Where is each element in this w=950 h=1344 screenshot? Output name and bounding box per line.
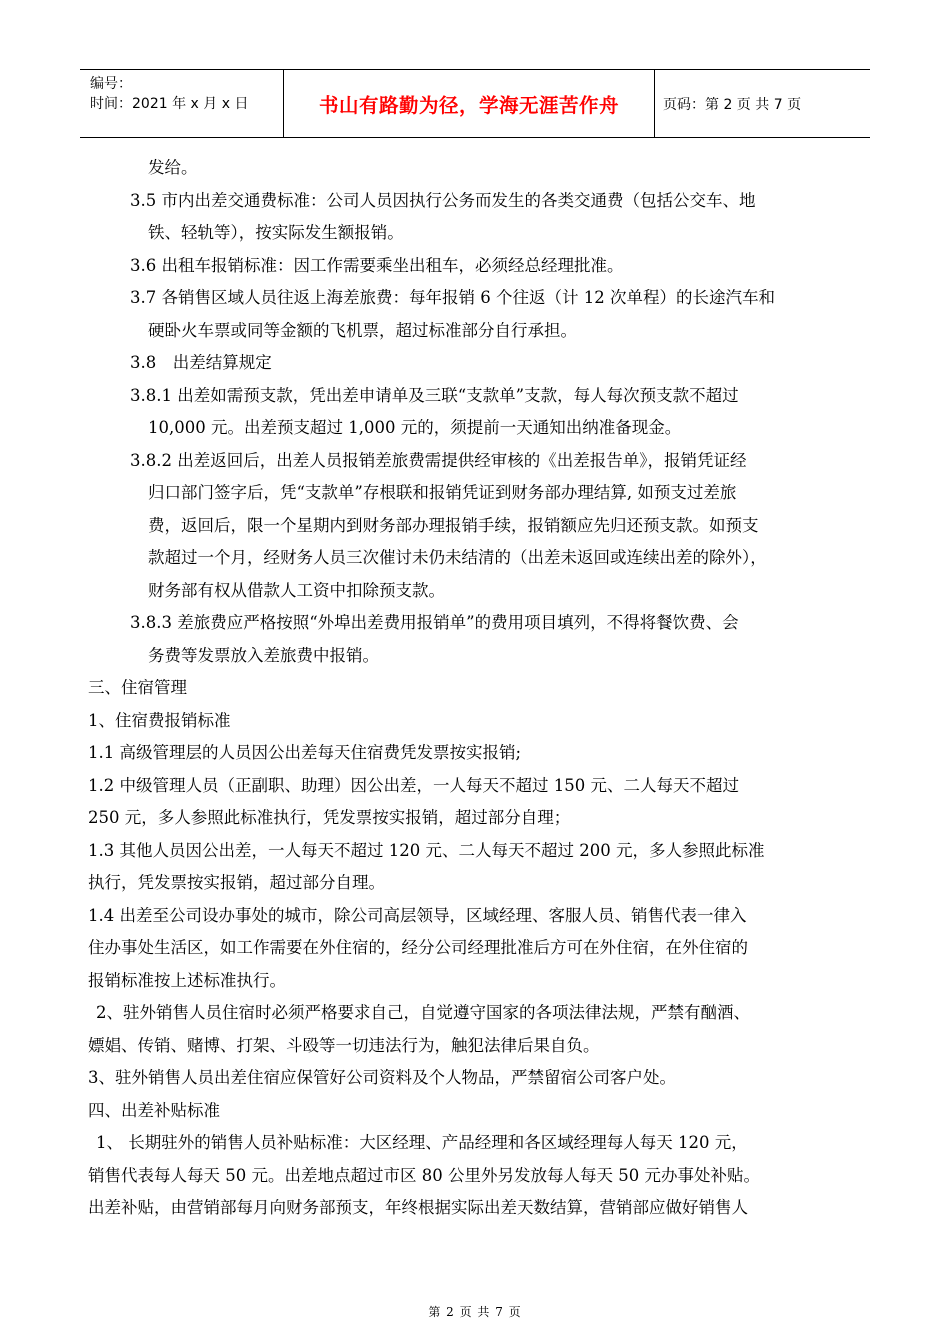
page-footer: 第 2 页 共 7 页 (428, 1305, 522, 1319)
text-line: 款超过一个月，经财务人员三次催讨未仍未结清的（出差未返回或连续出差的除外）， (148, 548, 767, 567)
text-line: 铁、轻轨等），按实际发生额报销。 (148, 223, 404, 242)
text-line: 3.7 各销售区域人员往返上海差旅费：每年报销 6 个往返（计 12 次单程）的长途汽车和 (130, 288, 775, 307)
text-line: 硬卧火车票或同等金额的飞机票，超过标准部分自行承担。 (148, 320, 577, 340)
text-line: 3.8.2 出差返回后，出差人员报销差旅费需提供经审核的《出差报告单》，报销凭证经 (130, 450, 747, 470)
text-line: 3.8.3 差旅费应严格按照“外埠出差费用报销单”的费用项目填列，不得将餐饮费、会 (130, 613, 739, 632)
text-line: 财务部有权从借款人工资中扣除预支款。 (148, 580, 445, 600)
text-line: 1.1 高级管理层的人员因公出差每天住宿费凭发票按实报销; (88, 743, 522, 762)
header-meta (80, 70, 284, 137)
text-line: 3.5 市内出差交通费标准：公司人员因执行公务而发生的各类交通费（包括公交车、地 (130, 190, 756, 210)
text-line: 嫖娼、传销、赌博、打架、斗殴等一切违法行为，触犯法律后果自负。 (88, 1035, 600, 1055)
document-date-label: 时间：2021 年 x 月 x 日 (90, 96, 249, 112)
text-line: 四、出差补贴标准 (88, 1100, 220, 1120)
text-line: 发给。 (148, 158, 198, 177)
text-line: 费，返回后，限一个星期内到财务部办理报销手续，报销额应先归还预支款。如预支 (148, 515, 759, 535)
text-line: 销售代表每人每天 50 元。出差地点超过市区 80 公里外另发放每人每天 50 元办事处补贴。 (88, 1165, 760, 1185)
document-body (88, 152, 868, 1225)
text-line: 3.8.1 出差如需预支款，凭出差申请单及三联“支款单”支款，每人每次预支款不超过 (130, 385, 739, 405)
document-number-label: 编号： (90, 76, 132, 92)
text-line: 2、驻外销售人员住宿时必须严格要求自己，自觉遵守国家的各项法律法规，严禁有酗酒、 (96, 1003, 750, 1022)
text-line: 住办事处生活区，如工作需要在外住宿的，经分公司经理批准后方可在外住宿，在外住宿的 (88, 938, 748, 957)
text-line: 1.4 出差至公司设办事处的城市，除公司高层领导，区域经理、客服人员、销售代表一律入 (88, 905, 747, 925)
text-line: 1.3 其他人员因公出差，一人每天不超过 120 元、二人每天不超过 200 元，多人参照此标准 (88, 840, 765, 860)
text-line: 3.6 出租车报销标准：因工作需要乘坐出租车，必须经总经理批准。 (130, 255, 624, 275)
header-motto: 书山有路勤为径，学海无涯苦作舟 (284, 70, 655, 137)
text-line: 报销标准按上述标准执行。 (88, 970, 286, 990)
text-line: 1、 长期驻外的销售人员补贴标准：大区经理、产品经理和各区域经理每人每天 120 元， (96, 1133, 748, 1152)
text-line: 1、住宿费报销标准 (88, 710, 231, 730)
page-header (80, 69, 870, 138)
text-line: 3、驻外销售人员出差住宿应保管好公司资料及个人物品，严禁留宿公司客户处。 (88, 1068, 676, 1087)
text-line: 出差补贴，由营销部每月向财务部预支，年终根据实际出差天数结算，营销部应做好销售人 (88, 1198, 748, 1217)
text-line: 务费等发票放入差旅费中报销。 (148, 645, 379, 665)
text-line: 归口部门签字后，凭“支款单”存根联和报销凭证到财务部办理结算, 如预支过差旅 (148, 483, 737, 502)
header-page-number: 页码：第 2 页 共 7 页 (663, 96, 802, 113)
text-line: 250 元，多人参照此标准执行，凭发票按实报销，超过部分自理； (88, 808, 571, 827)
text-line: 10,000 元。出差预支超过 1,000 元的，须提前一天通知出纳准备现金。 (148, 418, 682, 437)
text-line: 3.8 出差结算规定 (130, 353, 272, 372)
text-line: 1.2 中级管理人员（正副职、助理）因公出差，一人每天不超过 150 元、二人每天不超过 (88, 775, 739, 795)
text-line: 三、住宿管理 (88, 678, 187, 697)
text-line: 执行，凭发票按实报销，超过部分自理。 (88, 873, 385, 892)
